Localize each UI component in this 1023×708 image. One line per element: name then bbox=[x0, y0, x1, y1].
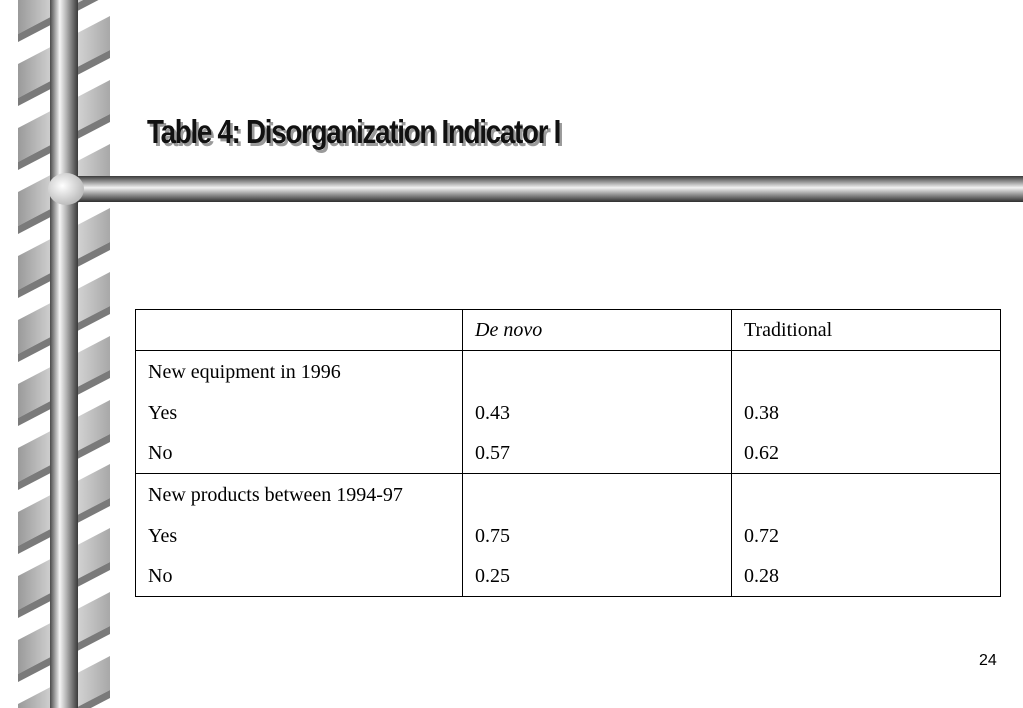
cell-traditional: 0.38 bbox=[732, 393, 1001, 433]
group-label: New products between 1994-97 bbox=[136, 474, 463, 517]
horizontal-rule-bar bbox=[62, 176, 1023, 202]
group-label: New equipment in 1996 bbox=[136, 351, 463, 394]
cell-traditional: 0.72 bbox=[732, 516, 1001, 556]
page-number: 24 bbox=[979, 652, 997, 669]
group-label-row bbox=[136, 351, 1001, 394]
vertical-pole bbox=[50, 0, 78, 708]
cell-traditional: 0.62 bbox=[732, 433, 1001, 474]
rule-knob bbox=[48, 173, 84, 205]
disorganization-table bbox=[135, 309, 1001, 597]
header-cell-traditional: Traditional bbox=[732, 310, 1001, 351]
row-label: No bbox=[136, 556, 463, 597]
cell-de-novo: 0.25 bbox=[463, 556, 732, 597]
row-label: Yes bbox=[136, 516, 463, 556]
cell-de-novo: 0.75 bbox=[463, 516, 732, 556]
table-row bbox=[136, 516, 1001, 556]
cell-de-novo: 0.57 bbox=[463, 433, 732, 474]
cell-traditional: 0.28 bbox=[732, 556, 1001, 597]
table-row bbox=[136, 393, 1001, 433]
header-cell-blank bbox=[136, 310, 463, 351]
cell-de-novo: 0.43 bbox=[463, 393, 732, 433]
row-label: No bbox=[136, 433, 463, 474]
slide-title: Table 4: Disorganization Indicator I bbox=[147, 113, 561, 150]
row-label: Yes bbox=[136, 393, 463, 433]
header-cell-de-novo: De novo bbox=[463, 310, 732, 351]
table-row bbox=[136, 556, 1001, 597]
group-label-row bbox=[136, 474, 1001, 517]
table-header-row bbox=[136, 310, 1001, 351]
table-row bbox=[136, 433, 1001, 474]
